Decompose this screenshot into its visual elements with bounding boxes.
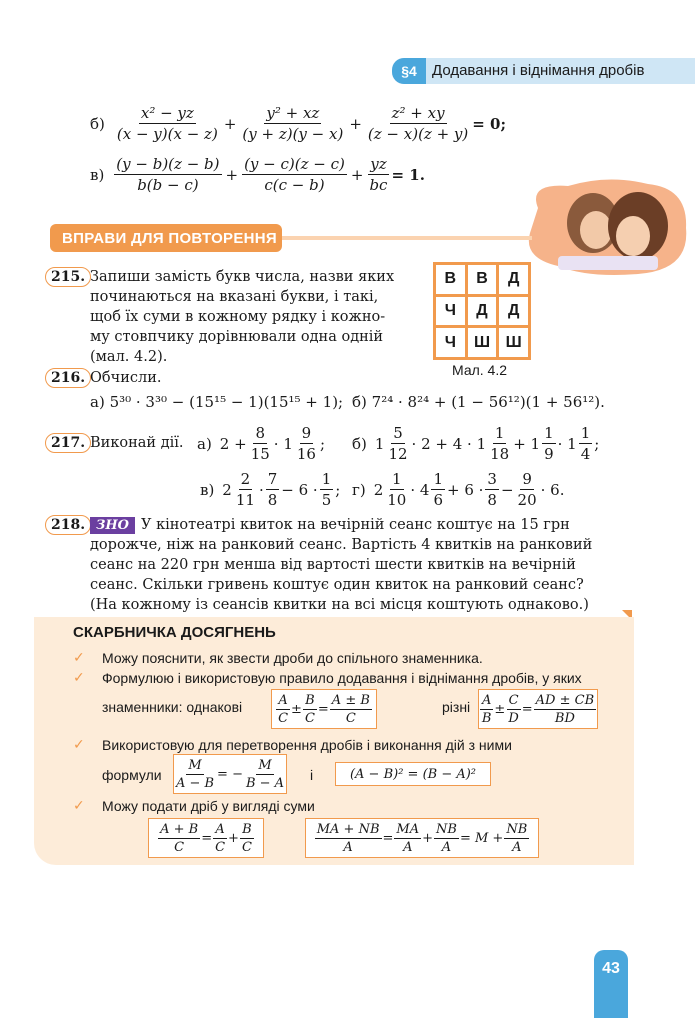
exercise-216-b: б) 7²⁴ · 8²⁴ + (1 − 56¹²)(1 + 56¹²).: [352, 393, 605, 411]
formula-different-denominators: $\frac{A}{B}$ ± $\frac{C}{D}$ = $\frac{AD \pm CB}{BD}$: [478, 689, 598, 729]
exercise-216-a: а) 5³⁰ · 3³⁰ − (15¹⁵ − 1)(15¹⁵ + 1);: [90, 393, 344, 411]
exercise-number-215: 215.: [45, 267, 91, 287]
check-icon: ✓: [73, 650, 85, 666]
exercise-217-text: Виконай дії.: [90, 435, 184, 451]
page-number: 43: [594, 950, 628, 1018]
equation-v: в) $\frac{(y - b)(z - b)}{b(b - c)}$ + $\frac{(y - c)(z - c)}{c(c - b)}$ + $\frac{yz}{bc}$ = 1.: [90, 155, 425, 194]
formula-square-identity: (A − B)² = (B − A)²: [335, 762, 491, 786]
exercise-215-text: Запиши замість букв числа, назви яких починаються на вказані букви, і такі, щоб їх суми в кожному рядку і кожно- му стовпчику дорівнювали одна одній (мал. 4.2).: [90, 269, 395, 365]
grid-cell: В: [468, 265, 497, 294]
achievement-item-3: Використовую для перетворення дробів і виконання дій з ними: [102, 737, 512, 753]
same-denominators-label: знаменники: однакові: [102, 699, 243, 715]
section-badge: §4: [392, 58, 426, 84]
achievement-item-2: Формулюю і використовую правило додавання і віднімання дробів, у яких: [102, 670, 582, 686]
exercise-number-218: 218.: [45, 515, 91, 535]
achievement-item-1: Можу пояснити, як звести дроби до спільного знаменника.: [102, 650, 483, 666]
section-title: Додавання і віднімання дробів: [432, 62, 645, 79]
exercises-banner: ВПРАВИ ДЛЯ ПОВТОРЕННЯ: [50, 224, 282, 252]
achievements-title: СКАРБНИЧКА ДОСЯГНЕНЬ: [73, 624, 276, 641]
grid-cell: Ш: [468, 328, 497, 357]
formulas-label: формули: [102, 767, 162, 783]
figure-caption: Мал. 4.2: [452, 362, 508, 378]
students-photo: [518, 178, 690, 278]
formula-sign-change: $\frac{M}{A - B}$ = − $\frac{M}{B - A}$: [173, 754, 287, 794]
achievement-item-4: Можу подати дріб у вигляді суми: [102, 798, 315, 814]
different-denominators-label: різні: [442, 699, 471, 715]
check-icon: ✓: [73, 737, 85, 753]
exercise-217-a: а) 2 + $\frac{8}{15}$ · 1 $\frac{9}{16}$ ;: [197, 424, 326, 463]
exercise-217-g: г) 2 $\frac{1}{10}$ · 4 $\frac{1}{6}$ + 6 · $\frac{3}{8}$ − $\frac{9}{20}$ · 6.: [352, 470, 565, 509]
check-icon: ✓: [73, 798, 85, 814]
exercise-217-v: в) 2 $\frac{2}{11}$ · $\frac{7}{8}$ − 6 · $\frac{1}{5}$ ;: [200, 470, 341, 509]
formula-sum-split: $\frac{A + B}{C}$ = $\frac{A}{C}$ + $\frac{B}{C}$: [148, 818, 264, 858]
zno-badge: ЗНО: [90, 517, 135, 534]
equation-b: б) $\frac{\text{x² − yz}}{(x - y)(x - z)}$ + $\frac{\text{y² + xz}}{(y + z)(y - x)}$ + $\frac{\text{z² + xy}}{(z - x)(z + y)}$ = 0;: [90, 104, 507, 143]
grid-cell: Д: [468, 297, 497, 326]
grid-cell: Д: [499, 297, 528, 326]
grid-cell: Ч: [436, 328, 465, 357]
exercise-217-b: б) 1 $\frac{5}{12}$ · 2 + 4 · 1 $\frac{1}{18}$ + 1 $\frac{1}{9}$ · 1 $\frac{1}{4}$ ;: [352, 424, 600, 463]
and-label: і: [310, 767, 314, 783]
check-icon: ✓: [73, 670, 85, 686]
grid-cell: В: [436, 265, 465, 294]
banner-underline: [282, 236, 532, 240]
grid-cell: Ч: [436, 297, 465, 326]
grid-cell: Ш: [499, 328, 528, 357]
grid-cell: Д: [499, 265, 528, 294]
letter-square-grid: [433, 262, 531, 360]
exercise-number-216: 216.: [45, 368, 91, 388]
exercise-number-217: 217.: [45, 433, 91, 453]
formula-sum-split-mn: $\frac{MA + NB}{A}$ = $\frac{MA}{A}$ + $\frac{NB}{A}$ = M + $\frac{NB}{A}$: [305, 818, 539, 858]
exercise-216-text: Обчисли.: [90, 370, 162, 386]
exercise-218-text: ЗНО У кінотеатрі квиток на вечірній сеанс коштує на 15 грн дорожче, ніж на ранковий сеанс. Вартість 4 квитків на ранковий сеанс на 220 грн менша від вартості шести квитків на вечірній сеанс. Скільки гривень коштує один квиток на ранковий сеанс? (На кожному із сеансів квитки на всі місця коштують однаково.): [90, 517, 593, 613]
formula-same-denominators: $\frac{A}{C}$ ± $\frac{B}{C}$ = $\frac{A \pm B}{C}$: [271, 689, 377, 729]
